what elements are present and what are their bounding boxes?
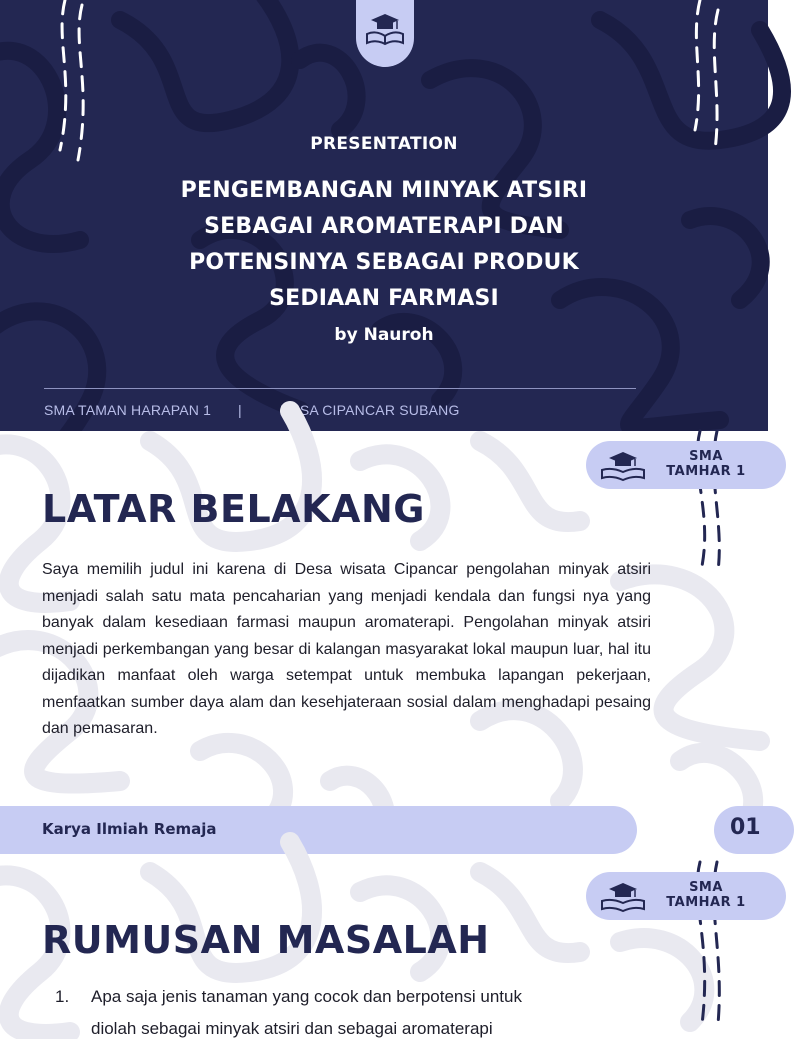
slide-rumusan-masalah: [0, 862, 768, 1038]
school-badge: [586, 441, 786, 489]
list-number: 1.: [55, 987, 70, 1006]
graduation-book-icon: [598, 450, 648, 482]
title-line: SEDIAAN FARMASI: [269, 286, 499, 311]
presentation-title: [110, 173, 658, 317]
graduation-book-icon: [598, 881, 648, 913]
school-badge-label: [658, 880, 754, 910]
graduation-book-icon: [363, 10, 407, 50]
page-number-badge: [714, 806, 794, 854]
footer-separator: |: [238, 402, 242, 418]
footer-label: Karya Ilmiah Remaja: [42, 820, 217, 838]
list-item: [55, 987, 522, 1007]
body-paragraph: Saya memilih judul ini karena di Desa wisata Cipancar pengolahan minyak atsiri menjadi salah satu mata pencaharian yang menjadi kendala dan fungsi nya yang banyak dalam kesediaan farmasi maupun aromaterapi. Pengolahan minyak atsiri menjadi perkembangan yang besar di kalangan masyarakat lokal maupun luar, hal itu dijadikan manfaat oleh warga setempat untuk membuka lapangan pekerjaan, menfaatkan sumber daya alam dan kesehjateraan sosial dalam menghadapi pesaing dan pemasaran.: [42, 561, 651, 737]
section-heading: RUMUSAN MASALAH: [42, 918, 490, 962]
author: by Nauroh: [334, 325, 434, 345]
school-name: SMA TAMAN HARAPAN 1: [44, 402, 212, 418]
school-badge-line: SMA: [689, 880, 723, 895]
page-number: 01: [730, 815, 761, 840]
cover-page: [0, 0, 768, 431]
title-line: PENGEMBANGAN MINYAK ATSIRI: [180, 178, 588, 203]
list-text: Apa saja jenis tanaman yang cocok dan berpotensi untuk: [91, 987, 522, 1006]
section-heading: LATAR BELAKANG: [42, 487, 425, 531]
title-line: SEBAGAI AROMATERAPI DAN: [204, 214, 564, 239]
slide-latar-belakang: [0, 431, 768, 862]
school-badge-line: SMA: [689, 449, 723, 464]
list-text-continued: diolah sebagai minyak atsiri dan sebagai aromaterapi: [91, 1019, 493, 1038]
school-badge-line: TAMHAR 1: [666, 464, 746, 479]
school-badge-line: TAMHAR 1: [666, 895, 746, 910]
divider-line: [44, 388, 636, 389]
school-badge-label: [658, 449, 754, 479]
school-badge: [586, 872, 786, 920]
village-name: DESA CIPANCAR SUBANG: [280, 402, 460, 418]
title-line: POTENSINYA SEBAGAI PRODUK: [189, 250, 579, 275]
cover-label: PRESENTATION: [310, 134, 458, 154]
school-logo-badge: [356, 0, 414, 67]
footer-banner: [0, 806, 637, 854]
